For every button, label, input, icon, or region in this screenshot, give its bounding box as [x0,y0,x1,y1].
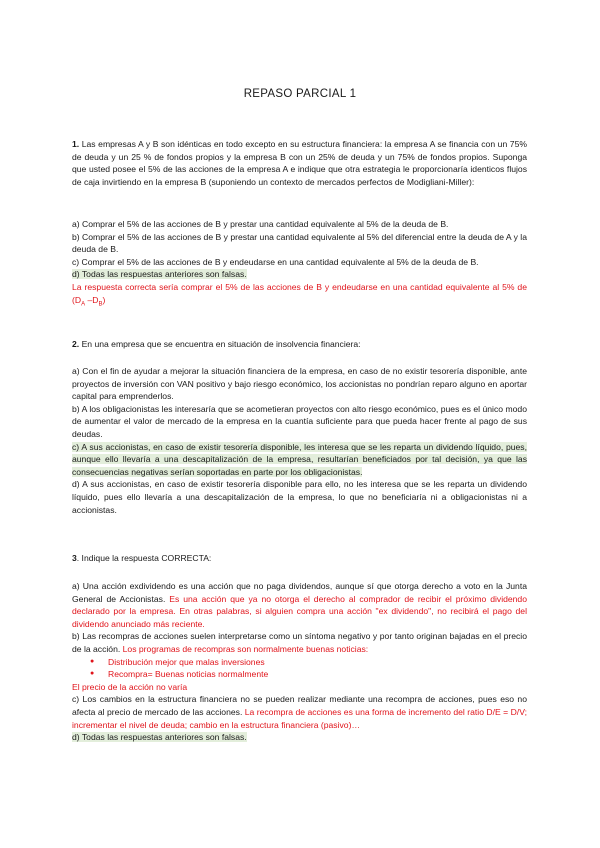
q2-option-d: d) A sus accionistas, en caso de existir tesorería disponible para ello, no les interesa que se les reparta un dividendo líquido, pues ello llevaría a una descapitalización de la empresa, lo que no beneficiaría ni a obligacionistas ni a accionistas. [72,479,527,515]
question-3-stem [72,552,527,565]
question-1-number: 1. [72,139,80,149]
question-1-stem [72,138,527,188]
q3-option-c-text: c) Los cambios en la estructura financiera no se pueden realizar mediante una recompra de acciones, pues eso no afecta al precio de mercado de las acciones. [72,694,527,717]
q2-option-c [72,441,527,479]
question-3-text: . Indique la respuesta CORRECTA: [76,553,212,563]
q2-option-a: a) Con el fin de ayudar a mejorar la situación financiera de la empresa, en caso de no existir tesorería disponible, ante proyectos de inversión con VAN positivo y bajo riesgo económico, los accionistas no pondrían reparo alguno en aportar capital para emprenderlos. [72,366,527,402]
q1-option-c: c) Comprar el 5% de las acciones de B y endeudarse en una cantidad equivalente al 5% de la deuda de B. [72,256,479,267]
q1-option-d-text: d) Todas las respuestas anteriores son falsas. [72,269,247,280]
question-2-options [72,365,527,516]
q3-bullet-list [72,656,527,681]
q3-option-c [72,693,527,731]
q3-option-b-note: Los programas de recompras son normalmente buenas noticias: [120,643,369,654]
question-2-stem [72,338,527,351]
question-2 [72,338,527,351]
question-1 [72,138,527,188]
question-1-options [72,218,527,311]
q1-answer-sub-a: A [81,301,86,308]
q3-option-a-note: Es una acción que ya no otorga el derecho al comprador de recibir el próximo dividendo declarado por la empresa. En otras palabras, si alguien compra una acción "ex dividendo", no recibirá el pago del dividendo anunciado más reciente. [72,593,527,629]
q1-answer-end: ) [102,294,106,305]
q1-answer [72,281,527,311]
question-1-text: Las empresas A y B son idénticas en todo excepto en su estructura financiera: la empresa A se financia con un 75% de deuda y un 25 % de fondos propios y la empresa B con un 25% de deuda y un 75% de fondos propios. Suponga que usted posee el 5% de las acciones de la empresa A e indique que otra estrategia le proporcionaría identicos flujos de caja invirtiendo en la empresa B (suponiendo un contexto de mercados perfectos de Modigliani-Miller): [72,139,527,187]
q3-option-a [72,580,527,630]
question-3-options [72,580,527,744]
list-item: ● Recompra= Buenas noticias normalmente [72,668,527,681]
q1-option-d [72,268,527,281]
q1-option-a: a) Comprar el 5% de las acciones de B y prestar una cantidad equivalente al 5% de la deuda de B. [72,219,449,229]
list-item: ● Distribución mejor que malas inversiones [72,656,527,669]
q3-option-d [72,731,527,744]
q3-option-d-text: d) Todas las respuestas anteriores son falsas. [72,732,247,743]
question-3 [72,552,527,565]
q1-answer-sub-b: B [98,301,103,308]
q1-answer-mid: –D [85,294,99,305]
question-3-number: 3 [72,553,77,563]
q3-option-b [72,630,527,655]
q2-option-c-text: c) A sus accionistas, en caso de existir tesorería disponible, les interesa que se les reparta un dividendo líquido, pues, aunque ello llevaría a una descapitalización de la empresa, resultarían beneficiados por tal decisión, ya que las consecuencias negativas serían soportadas en parte por los obligacionistas. [72,441,527,477]
q1-option-b: b) Comprar el 5% de las acciones de B y prestar una cantidad equivalente al 5% del diferencial entre la deuda de A y la deuda de B. [72,231,527,255]
q3-option-c-note: La recompra de acciones es una forma de incremento del ratio D/E = D/V; incrementar el nivel de deuda; cambio en la estructura financiera (pasivo)… [72,706,527,730]
question-2-text: En una empresa que se encuentra en situación de insolvencia financiera: [81,339,361,349]
page-title: REPASO PARCIAL 1 [243,88,357,100]
q2-option-b: b) A los obligacionistas les interesaría que se acometieran proyectos con alto riesgo económico, pues es el único modo de aumentar el valor de mercado de la empresa en la cuantía suficiente para que pueda hacer frente al pago de sus deudas. [72,403,527,439]
q1-answer-text: La respuesta correcta sería comprar el 5% de las acciones de B y endeudarse en una cantidad equivalente al 5% de (D [72,281,527,305]
q3-option-a-text: a) Una acción exdividendo es una acción que no paga dividendos, aunque sí que otorga derecho a voto en la Junta General de Accionistas. [72,581,527,604]
q3-option-b-text: b) Las recompras de acciones suelen interpretarse como un síntoma negativo y por tanto originan bajadas en el precio de la acción. [72,631,527,654]
question-2-number: 2. [72,339,80,349]
q3-option-b-note-2: El precio de la acción no varía [72,681,188,692]
